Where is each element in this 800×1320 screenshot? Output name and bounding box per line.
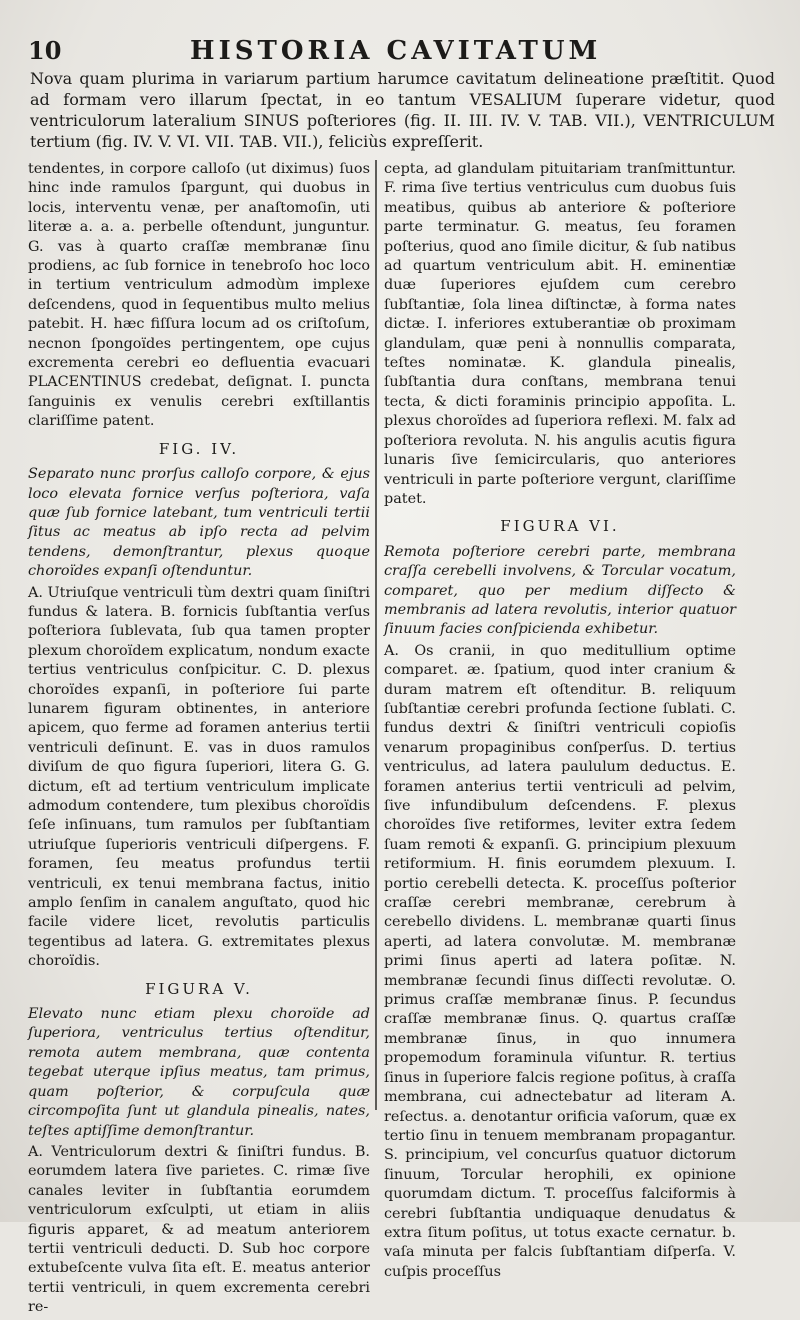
fig6-text: A. Os cranii, in quo meditullium optime comparet. æ. ſpatium, quod inter cranium & duram matrem eſt oſtenditur. B. reliquum ſubſtantiæ cerebri profunda ſectione ſublati. C. fundus dextri & ſiniſtri ventriculi copioſis venarum propaginibus conſperſus. D. tertius ventriculus, ad latera paululum deductus. E. foramen anterius tertii ventriculi ad pelvim, ſive infundibulum deſcendens. F. plexus choroïdes ſive retiformes, leviter extra ſedem ſuam remoti & expanſi. G. principium plexuum retiformium. H. finis eorumdem plexuum. I. portio cerebelli detecta. K. proceſſus poſterior craſſæ cerebri membranæ, cerebrum à cerebello dividens. L. membranæ quarti ſinus aperti, ad latera convolutæ. M. membranæ primi ſinus aperti ad latera poſitæ. N. membranæ ſecundi ſinus diſſecti revolutæ. O. primus craſſæ membranæ ſinus. P. ſecundus craſſæ membranæ ſinus. Q. quartus craſſæ membranæ ſinus, in quo innumera propemodum foraminula viſuntur. R. tertius ſinus in ſuperiore falcis regione poſitus, à craſſa membrana, cui adnectebatur ad literam A. reſectus. a. denotantur orificia vaſorum, quæ ex tertio ſinu in tenuem membranam propagantur. S. principium, vel concurſus quatuor dictorum ſinuum, Torcular herophili, ex opinione quorumdam dictum. T. proceſſus falciformis à cerebri ſubſtantia undiquaque denudatus & extra ſitum poſitus, ut totus exacte cernatur. b. vaſa minuta per falcis ſubſtantiam diſperſa. V. cuſpis proceſſus bbox=[384, 642, 736, 1280]
right-paragraph-1: cepta, ad glandulam pituitariam tranſmittuntur. F. rima ſive tertius ventriculus cum duobus ſuis meatibus, quibus ab anteriore & poſteriore parte terminatur. G. meatus, ſeu foramen poſterius, quod ano ſimile dicitur, & ſub natibus ad quartum ventriculum abit. H. eminentiæ duæ ſuperiores ejuſdem cum cerebro ſubſtantiæ, ſola linea diſtinctæ, à forma nates dictæ. I. inferiores extuberantiæ ob proximam glandulam, quæ peni à nonnullis comparata, teſtes nominatæ. K. glandula pinealis, ſubſtantia dura conſtans, membrana tenui tecta, & dicti foraminis principio appoſita. L. plexus choroïdes ad ſuperiora reflexi. M. falx ad poſteriora revoluta. N. his angulis acutis figura lunaris ſive ſemicircularis, quo anteriores ventriculi in parte poſteriore vergunt, clariſſime patet. bbox=[384, 161, 736, 507]
page-number: 10 bbox=[28, 36, 62, 65]
fig4-heading: FIG. IV. bbox=[158, 439, 240, 458]
intro-paragraph bbox=[30, 68, 775, 152]
fig6-intro: Remota poſteriore cerebri parte, membrana craſſa cerebelli involvens, & Torcular vocatum, comparet, quo per medium diſſecto & membranis ad latera revolutis, interior quatuor ſinuum facies conſpicienda exhibetur. bbox=[384, 543, 736, 638]
left-paragraph-1: tendentes, in corpore calloſo (ut diximus) ſuos hinc inde ramulos ſpargunt, qui duobus in locis, interventu venæ, per anaſtomoſin, uti literæ a. a. a. perbelle oſtendunt, junguntur. G. vas à quarto craſſæ membranæ ſinu prodiens, ac ſub fornice in tenebroſo hoc loco in tertium ventriculum admodùm implexe deſcendens, quod in ſequentibus multo melius patebit. H. hæc fiſſura locum ad os criſtoſum, necnon ſpongoïdes pertingentem, ope cujus excrementa cerebri eo defluentia evacuari PLACENTINUS credebat, deſignat. I. puncta ſanguinis ex venulis cerebri exſtillantis clariſſime patent. bbox=[28, 161, 370, 430]
fig4-intro: Separato nunc prorſus calloſo corpore, & ejus loco elevata fornice verſus poſteriora, vaſa quæ ſub fornice latebant, tum ventriculi tertii ſitus ac meatus ab ipſo recta ad pelvim tendens, demonſtrantur, plexus quoque choroïdes expanſi oſtenduntur. bbox=[28, 466, 370, 580]
fig6-heading: FIGURA VI. bbox=[500, 517, 620, 536]
right-column bbox=[384, 160, 736, 1284]
fig4-text: A. Utriuſque ventriculi tùm dextri quam ſiniſtri fundus & latera. B. fornicis ſubſtantia verſus poſteriora ſublevata, ſub qua tamen propter plexum choroïdem explicatum, nondum exacte tertius ventriculus conſpicitur. C. D. plexus choroïdes expanſi, in poſteriore ſui parte lunarem figuram obtinentes, in anteriore apicem, quo ferme ad foramen anterius tertii ventriculi deſinunt. E. vas in duos ramulos diviſum de quo figura ſuperiori, litera G. G. dictum, eſt ad tertium ventriculum implicate admodum contendere, tum plexibus choroïdis ſeſe inſinuans, tum ramulos per ſubſtantiam utriuſque ſuperioris ventriculi diſpergens. F. foramen, ſeu meatus profundus tertii ventriculi, ex tenui membrana factus, initio amplo ſenſim in canalem anguſtato, quod hic facile videre licet, revolutis particulis tegentibus ad latera. G. extremitates plexus choroïdis. bbox=[28, 584, 371, 970]
fig5-intro: Elevato nunc etiam plexu choroïde ad ſuperiora, ventriculus tertius oſtenditur, remota autem membrana, quæ contenta tegebat uterque ipſius meatus, tam primus, quam poſterior, & corpuſcula quæ circompoſita ſunt ut glandula pinealis, nates, teſtes aptiſſime demonſtrantur. bbox=[28, 1006, 370, 1139]
fig5-heading: FIGURA V. bbox=[145, 979, 253, 998]
left-column bbox=[28, 160, 370, 1320]
fig5-text: A. Ventriculorum dextri & ſiniſtri fundus. B. eorumdem latera ſive parietes. C. rimæ ſive canales leviter in ſubſtantia eorumdem ventriculorum exſculpti, ut etiam in aliis figuris apparet, & ad meatum anteriorem tertii ventriculi deducti. D. Sub hoc corpore extubeſcente vulva ſita eſt. E. meatus anterior tertii ventriculi, in quem excrementa cerebri re- bbox=[28, 1143, 370, 1316]
intro-text: Nova quam plurima in variarum partium harumce cavitatum delineatione præſtitit. Quod ad formam vero illarum ſpectat, in eo tantum VESALIUM ſuperare videtur, quod ventriculorum lateralium SINUS poſteriores (fig. II. III. IV. V. TAB. VII.), VENTRICULUM tertium (fig. IV. V. VI. VII. TAB. VII.), feliciùs expreſſerit. bbox=[30, 69, 775, 151]
column-divider bbox=[375, 160, 377, 1110]
running-head: HISTORIA CAVITATUM bbox=[190, 36, 602, 66]
